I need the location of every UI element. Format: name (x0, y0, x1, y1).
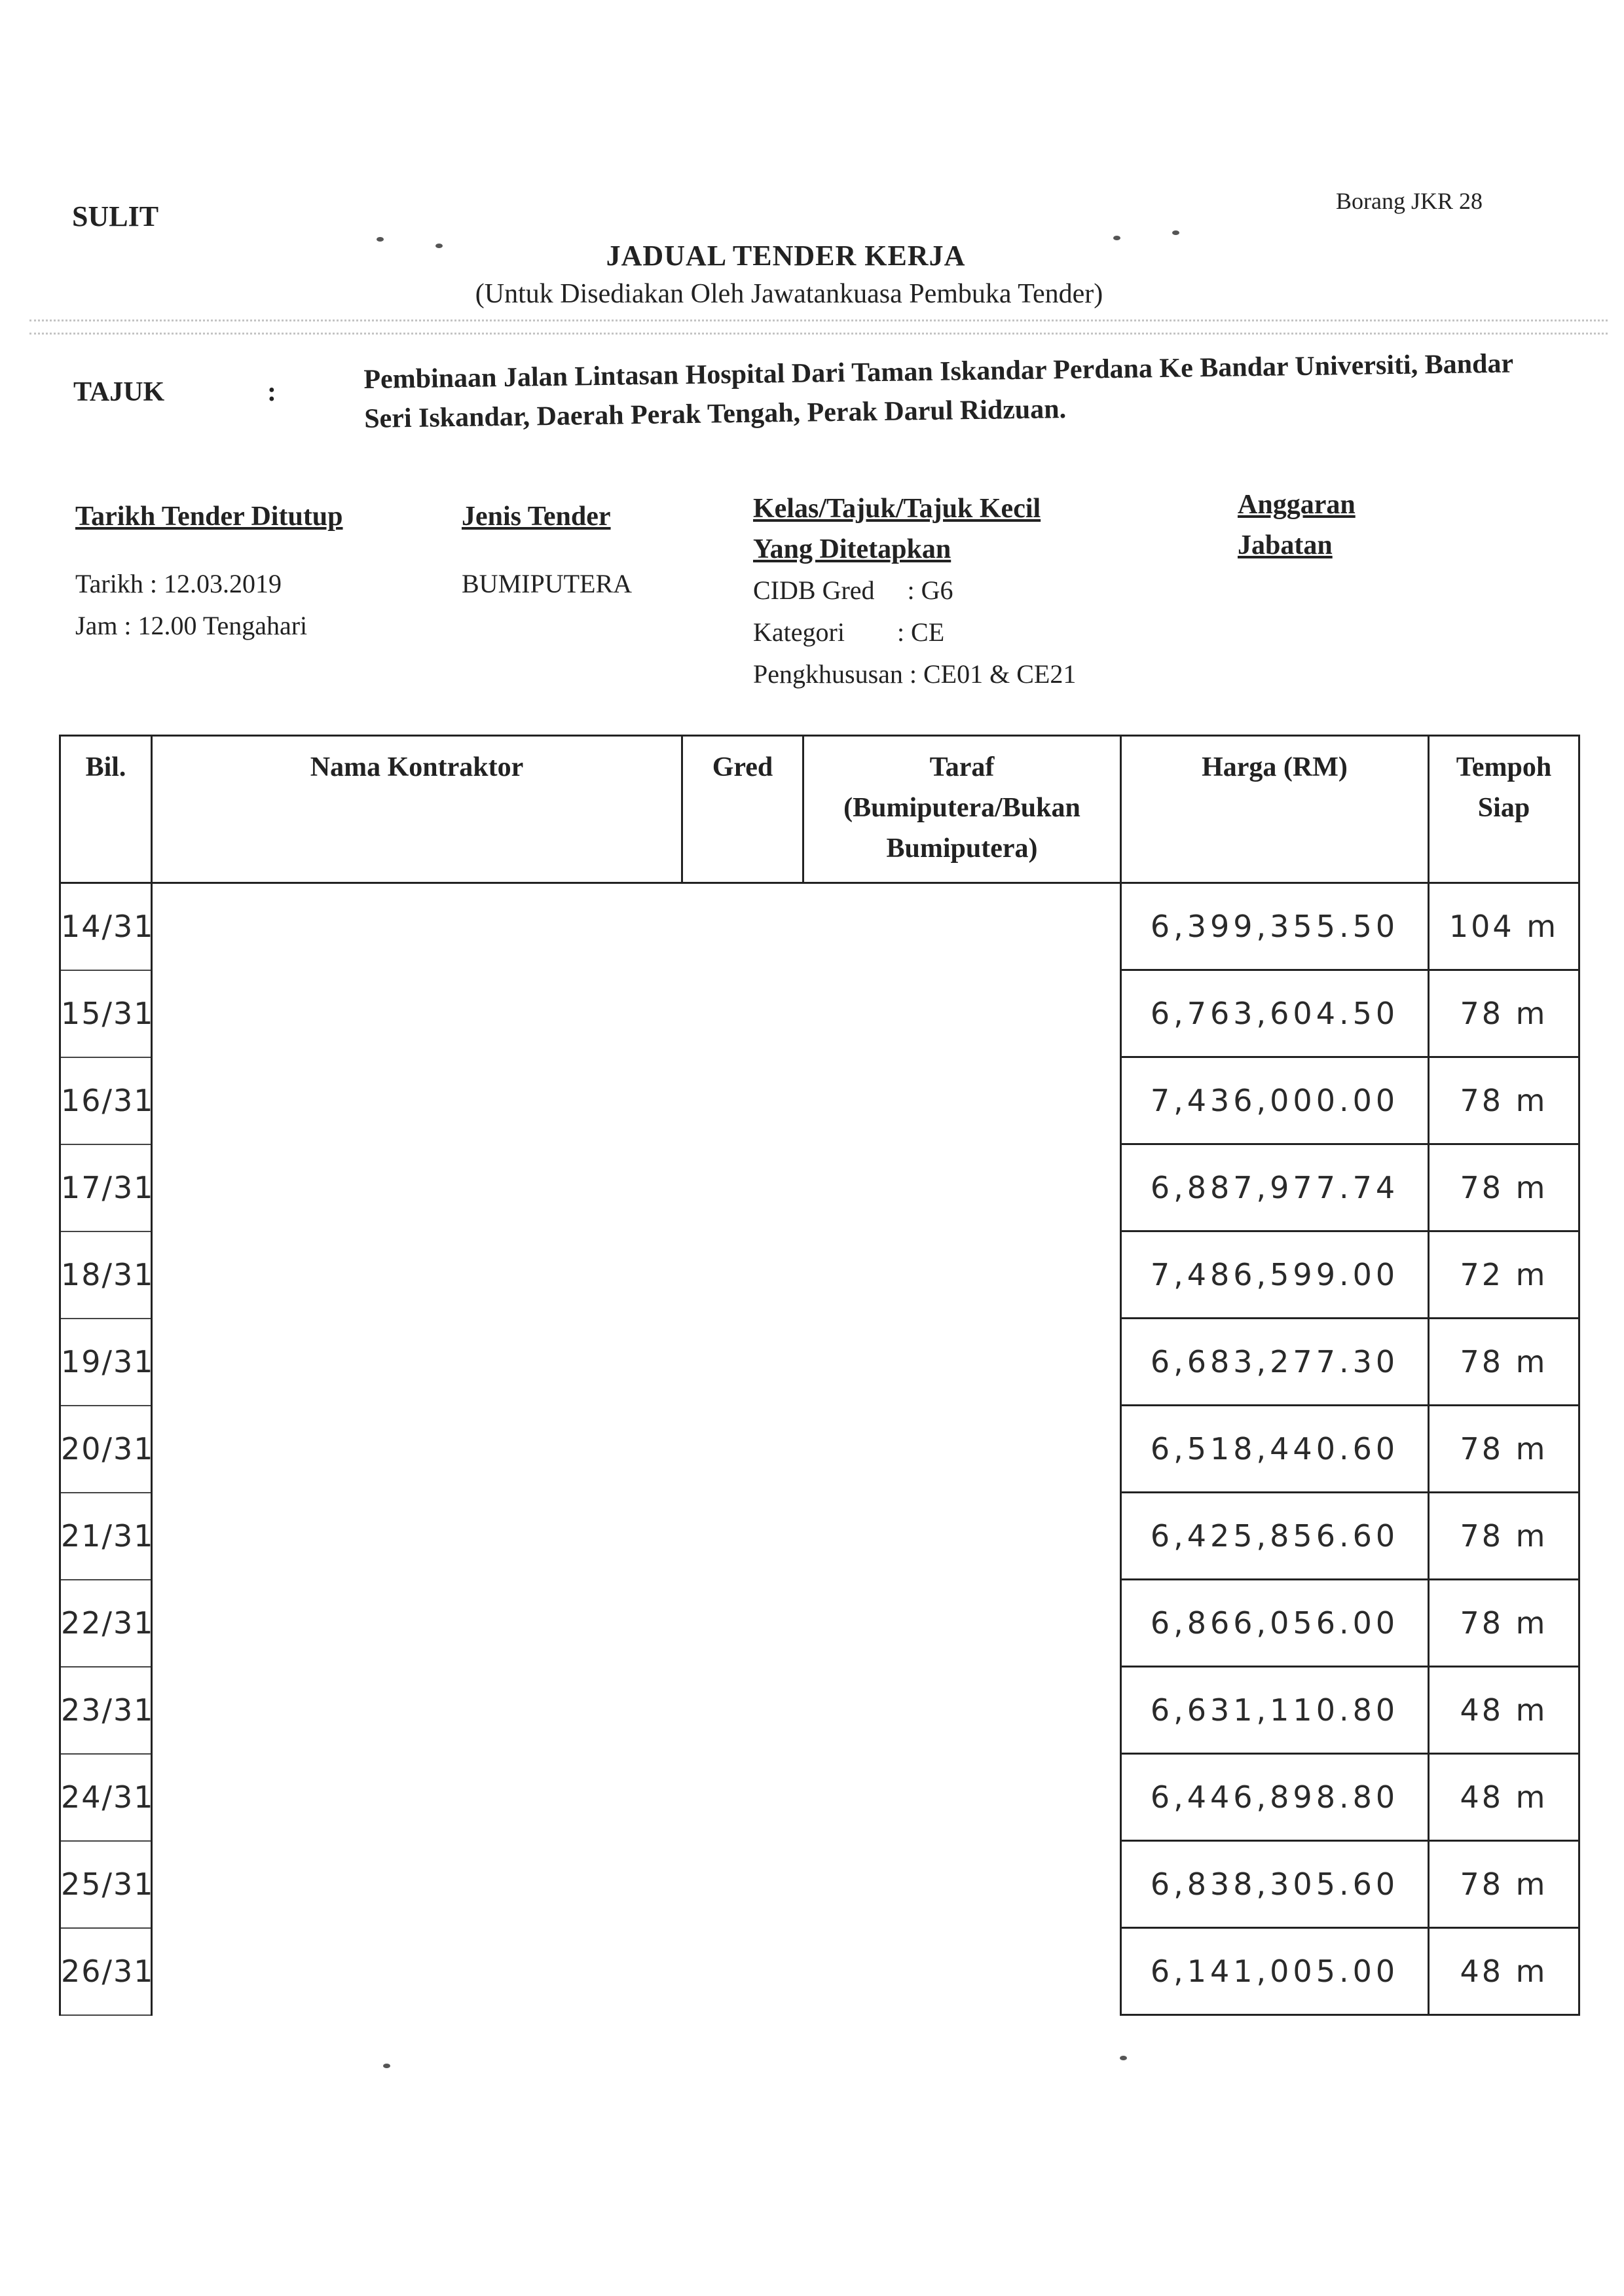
classification-label: SULIT (72, 200, 159, 232)
budget-header-line-2: Jabatan (1238, 530, 1333, 560)
harga-cell: 6,141,005.00 (1121, 1928, 1429, 2015)
tender-type-header: Jenis Tender (462, 501, 611, 532)
tempoh-line-2: Siap (1477, 793, 1530, 823)
table-row (60, 1667, 1579, 1754)
blank-cell (152, 1928, 1121, 2015)
scan-speck (383, 2064, 390, 2068)
tempoh-cell: 78 m (1429, 1580, 1579, 1667)
col-header-tempoh (1429, 736, 1579, 883)
blank-cell (152, 1057, 1121, 1144)
bil-cell: 17/31 (60, 1144, 152, 1231)
tender-type-section (462, 496, 632, 605)
bil-cell: 14/31 (60, 883, 152, 970)
taraf-line-2: (Bumiputera/Bukan (843, 793, 1080, 823)
closing-date-header: Tarikh Tender Ditutup (75, 501, 343, 532)
bil-cell: 22/31 (60, 1580, 152, 1667)
table-row (60, 1493, 1579, 1580)
tempoh-cell: 78 m (1429, 1319, 1579, 1406)
taraf-line-3: Bumiputera) (886, 833, 1038, 864)
bil-cell: 23/31 (60, 1667, 152, 1754)
tempoh-cell: 104 m (1429, 883, 1579, 970)
harga-cell: 6,866,056.00 (1121, 1580, 1429, 1667)
tajuk-text: Pembinaan Jalan Lintasan Hospital Dari Taman Iskandar Perdana Ke Bandar Universiti, Bandar Seri Iskandar, Daerah Perak Tengah, Perak Darul Ridzuan. (363, 348, 1513, 434)
table-row (60, 1928, 1579, 2015)
scan-line (29, 333, 1608, 335)
table-row (60, 970, 1579, 1057)
blank-cell (152, 1319, 1121, 1406)
blank-cell (152, 1144, 1121, 1231)
closing-time: Jam : 12.00 Tengahari (75, 611, 308, 640)
col-header-taraf (803, 736, 1121, 883)
col-header-harga: Harga (RM) (1121, 736, 1429, 883)
scan-speck (1113, 236, 1120, 240)
tajuk-colon: : (267, 377, 276, 407)
tajuk-label: TAJUK (73, 377, 165, 407)
bil-cell: 16/31 (60, 1057, 152, 1144)
tempoh-cell: 78 m (1429, 970, 1579, 1057)
tempoh-line-1: Tempoh (1456, 752, 1552, 782)
harga-cell: 7,486,599.00 (1121, 1231, 1429, 1319)
tempoh-cell: 48 m (1429, 1928, 1579, 2015)
table-row (60, 1144, 1579, 1231)
kategori: Kategori : CE (753, 617, 945, 647)
table-row (60, 1406, 1579, 1493)
table-row (60, 1580, 1579, 1667)
table-row (60, 1057, 1579, 1144)
blank-cell (152, 1231, 1121, 1319)
tempoh-cell: 48 m (1429, 1754, 1579, 1841)
scan-speck (435, 244, 443, 248)
tempoh-cell: 78 m (1429, 1406, 1579, 1493)
tempoh-cell: 78 m (1429, 1493, 1579, 1580)
bil-cell: 21/31 (60, 1493, 152, 1580)
bil-cell: 25/31 (60, 1841, 152, 1928)
document-subtitle: (Untuk Disediakan Oleh Jawatankuasa Pembuka Tender) (475, 279, 1103, 309)
harga-cell: 6,838,305.60 (1121, 1841, 1429, 1928)
closing-date: Tarikh : 12.03.2019 (75, 569, 282, 598)
scan-speck (1120, 2056, 1127, 2060)
harga-cell: 6,518,440.60 (1121, 1406, 1429, 1493)
blank-cell (152, 1841, 1121, 1928)
class-header-line-2: Yang Ditetapkan (753, 534, 951, 564)
blank-cell (152, 1493, 1121, 1580)
closing-date-section (75, 496, 343, 647)
tempoh-cell: 72 m (1429, 1231, 1579, 1319)
bil-cell: 24/31 (60, 1754, 152, 1841)
harga-cell: 7,436,000.00 (1121, 1057, 1429, 1144)
blank-cell (152, 970, 1121, 1057)
blank-cell (152, 1580, 1121, 1667)
harga-cell: 6,446,898.80 (1121, 1754, 1429, 1841)
table-row (60, 1754, 1579, 1841)
tempoh-cell: 48 m (1429, 1667, 1579, 1754)
document-title: JADUAL TENDER KERJA (606, 240, 966, 272)
bil-cell: 18/31 (60, 1231, 152, 1319)
pengkhususan: Pengkhususan : CE01 & CE21 (753, 659, 1077, 689)
harga-cell: 6,683,277.30 (1121, 1319, 1429, 1406)
col-header-gred: Gred (682, 736, 803, 883)
bil-cell: 26/31 (60, 1928, 152, 2015)
class-header-line-1: Kelas/Tajuk/Tajuk Kecil (753, 494, 1041, 524)
taraf-line-1: Taraf (929, 752, 995, 782)
harga-cell: 6,631,110.80 (1121, 1667, 1429, 1754)
bil-cell: 15/31 (60, 970, 152, 1057)
form-number: Borang JKR 28 (1336, 188, 1483, 214)
harga-cell: 6,425,856.60 (1121, 1493, 1429, 1580)
blank-cell (152, 1667, 1121, 1754)
scan-speck (1172, 230, 1179, 235)
tender-type-value: BUMIPUTERA (462, 569, 633, 598)
scan-speck (377, 237, 384, 242)
budget-header-line-1: Anggaran (1238, 490, 1356, 520)
table-row (60, 1319, 1579, 1406)
table-row (60, 1841, 1579, 1928)
table-row (60, 1231, 1579, 1319)
class-section (753, 488, 1076, 695)
bil-cell: 20/31 (60, 1406, 152, 1493)
blank-cell (152, 883, 1121, 970)
scan-line (29, 319, 1608, 321)
tempoh-cell: 78 m (1429, 1057, 1579, 1144)
harga-cell: 6,763,604.50 (1121, 970, 1429, 1057)
bil-cell: 19/31 (60, 1319, 152, 1406)
harga-cell: 6,399,355.50 (1121, 883, 1429, 970)
harga-cell: 6,887,977.74 (1121, 1144, 1429, 1231)
table-row (60, 883, 1579, 970)
table-header-row (60, 736, 1579, 883)
tender-table (59, 735, 1580, 2016)
budget-section (1238, 484, 1356, 566)
tempoh-cell: 78 m (1429, 1144, 1579, 1231)
col-header-bil: Bil. (60, 736, 152, 883)
col-header-nama: Nama Kontraktor (152, 736, 682, 883)
blank-cell (152, 1754, 1121, 1841)
blank-cell (152, 1406, 1121, 1493)
cidb-grade: CIDB Gred : G6 (753, 575, 953, 605)
tempoh-cell: 78 m (1429, 1841, 1579, 1928)
